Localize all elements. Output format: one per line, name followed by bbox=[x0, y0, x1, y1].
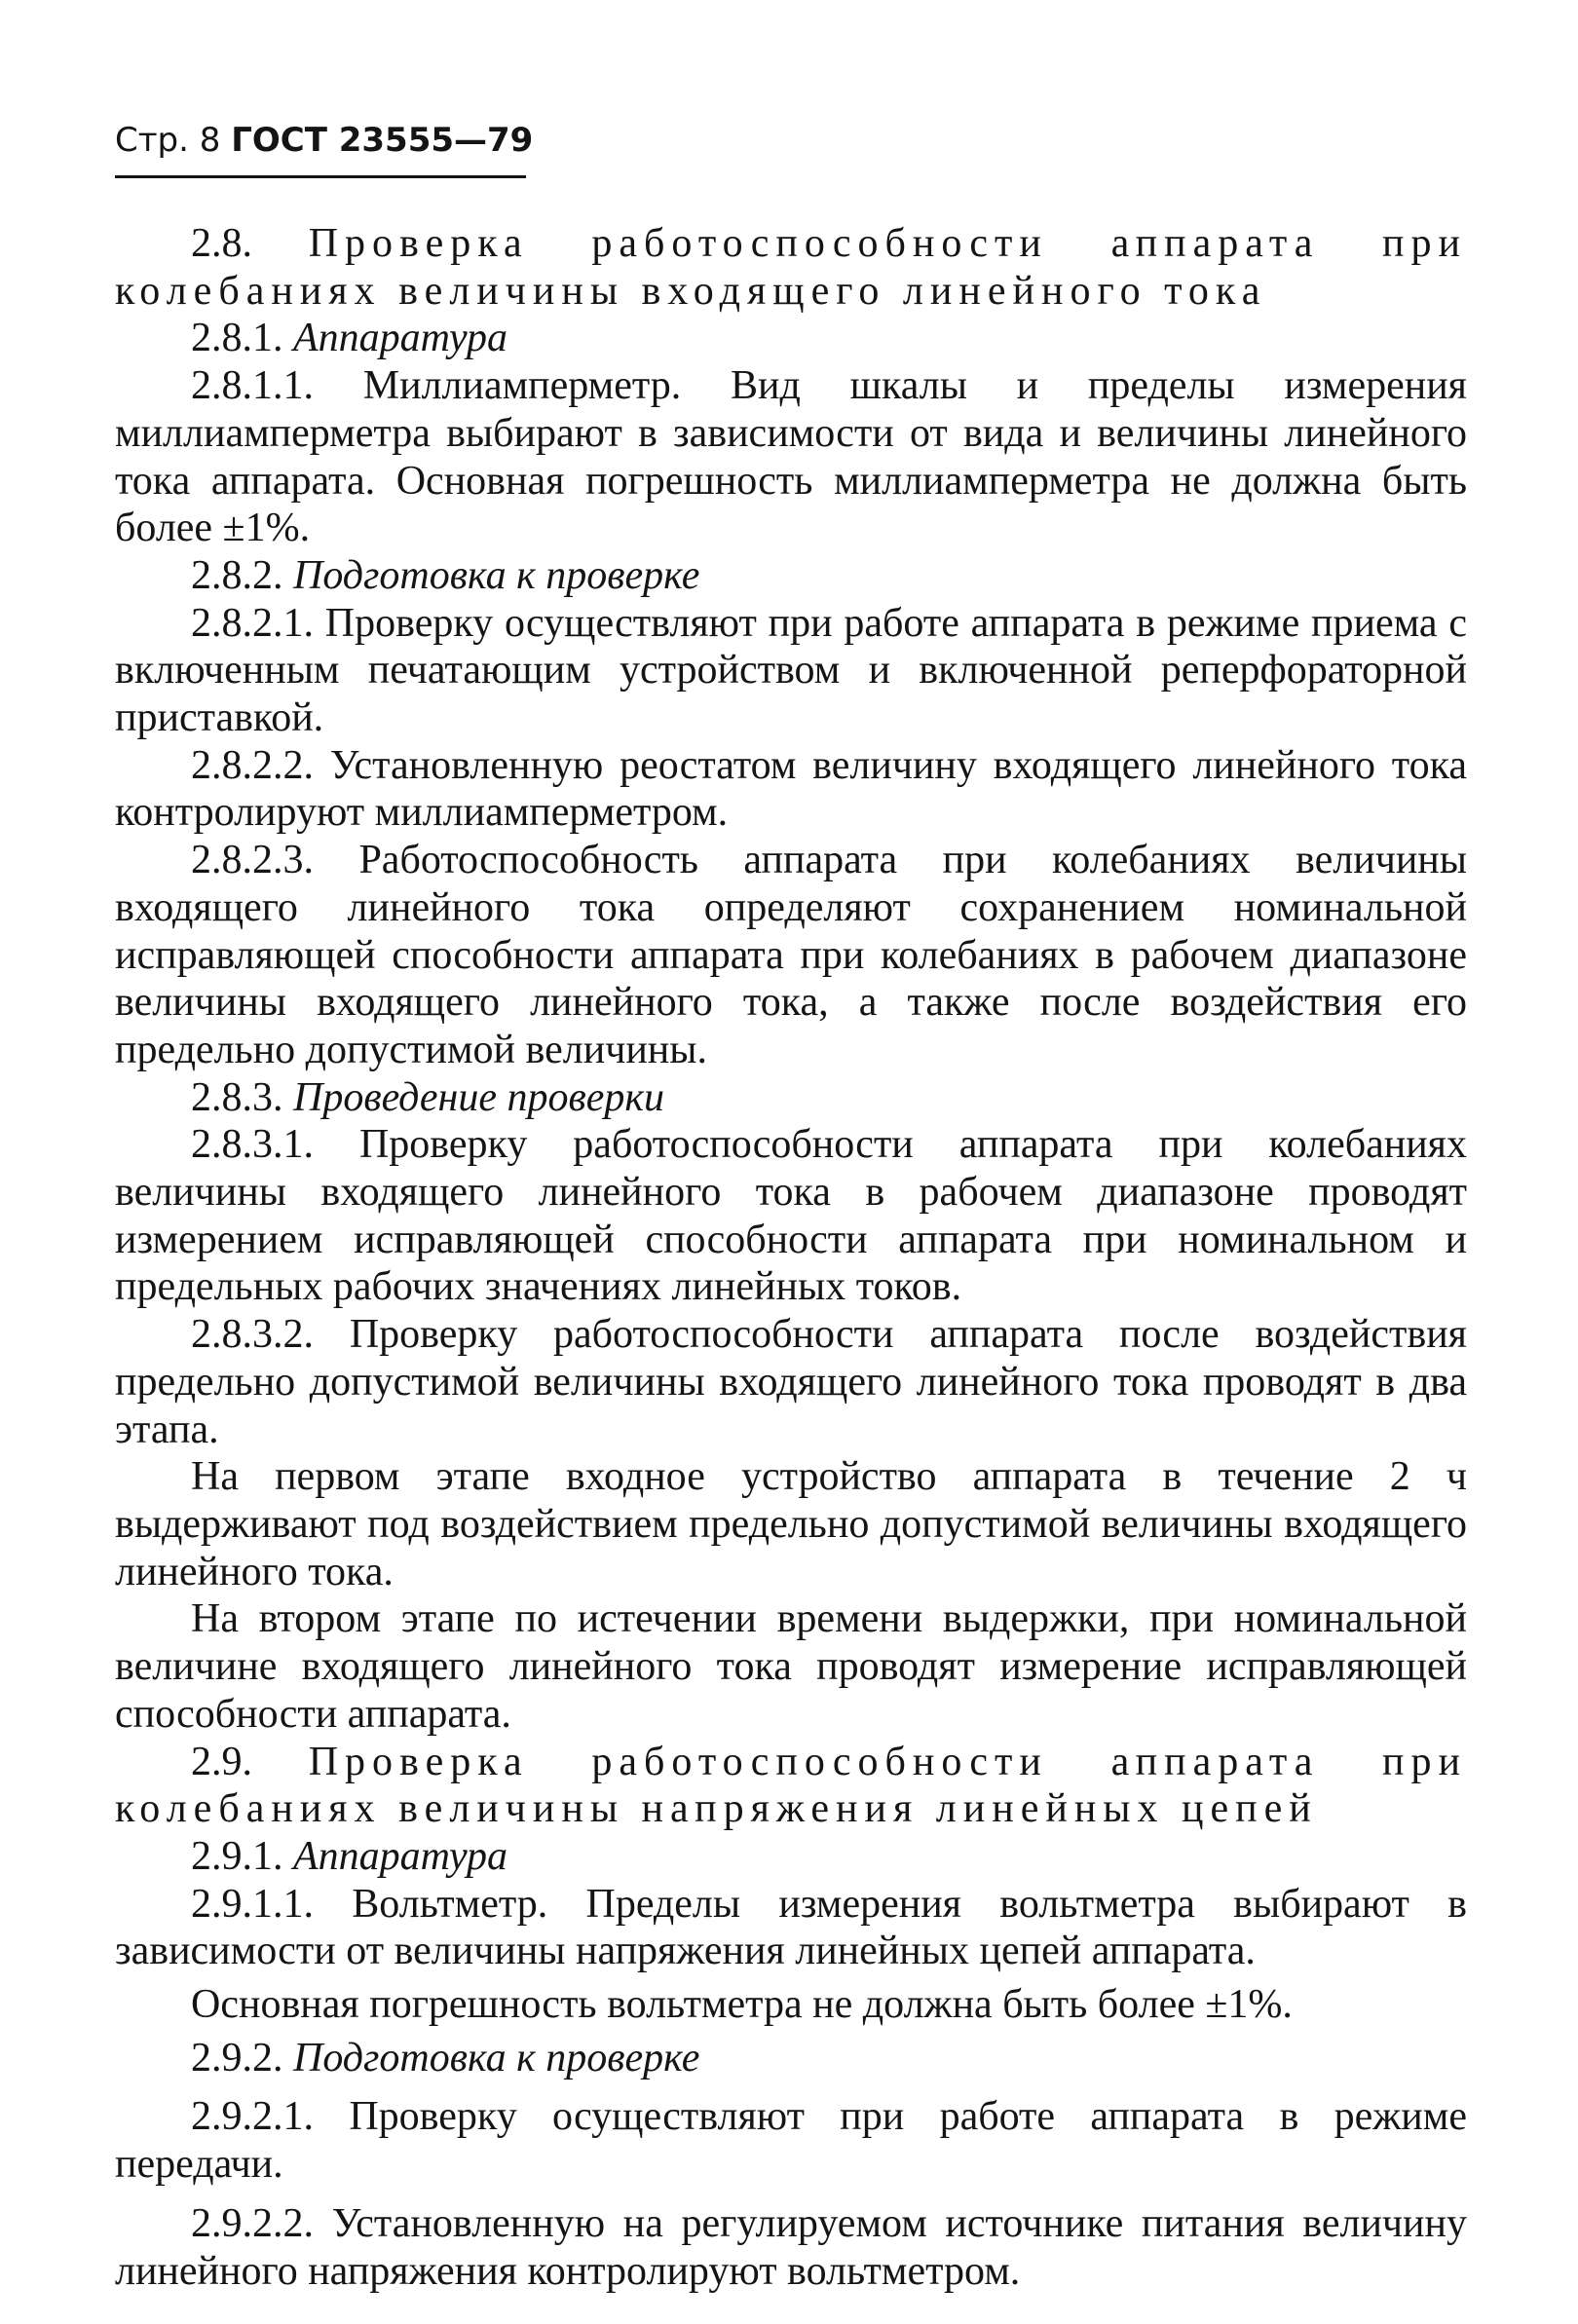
section-2-8-2-heading: 2.8.2. Подготовка к проверке bbox=[191, 552, 700, 598]
section-2-9-heading: 2.9. Проверка работоспособности аппарата при колебаниях величины напряжения линейных цепей bbox=[115, 1739, 1467, 1832]
paragraph-2-8-1-1: 2.8.1.1. Миллиамперметр. Вид шкалы и пределы измерения миллиамперметра выбирают в зависимости от вида и величины линейного тока аппарата. Основная погрешность миллиамперметра не должна быть более ±1%. bbox=[115, 363, 1467, 551]
document-body bbox=[115, 220, 1467, 2295]
paragraph-2-8-2-2: 2.8.2.2. Установленную реостатом величину входящего линейного тока контролируют миллиамперметром. bbox=[115, 742, 1467, 836]
paragraph-2-9-1-1: 2.9.1.1. Вольтметр. Пределы измерения вольтметра выбирают в зависимости от величины напряжения линейных цепей аппарата. bbox=[115, 1881, 1467, 1974]
section-2-8-3-heading: 2.8.3. Проведение проверки bbox=[191, 1074, 665, 1120]
paragraph-2-9-2-2: 2.9.2.2. Установленную на регулируемом источнике питания величину линейного напряжения контролируют вольтметром. bbox=[115, 2200, 1467, 2294]
page-number: Стр. 8 bbox=[115, 121, 221, 160]
paragraph-2-8-2-3: 2.8.2.3. Работоспособность аппарата при колебаниях величины входящего линейного тока определяют сохранением номинальной исправляющей способности аппарата при колебаниях в рабочем диапазоне величины входящего линейного тока, а также после воздействия его предельно допустимой величины. bbox=[115, 838, 1467, 1072]
section-2-9-2-heading: 2.9.2. Подготовка к проверке bbox=[191, 2035, 700, 2080]
page-header bbox=[115, 121, 533, 160]
paragraph-2-9-2-1: 2.9.2.1. Проверку осуществляют при работе аппарата в режиме передачи. bbox=[115, 2094, 1467, 2188]
paragraph-stage-2: На втором этапе по истечении времени выдержки, при номинальной величине входящего линейного тока проводят измерение исправляющей способности аппарата. bbox=[115, 1596, 1467, 1737]
paragraph-2-8-3-2: 2.8.3.2. Проверку работоспособности аппарата после воздействия предельно допустимой величины входящего линейного тока проводят в два этапа. bbox=[115, 1312, 1467, 1452]
paragraph-voltmeter-error: Основная погрешность вольтметра не должна быть более ±1%. bbox=[191, 1982, 1293, 2028]
header-rule bbox=[115, 175, 526, 178]
paragraph-2-8-3-1: 2.8.3.1. Проверку работоспособности аппарата при колебаниях величины входящего линейного тока в рабочем диапазоне проводят измерением исправляющей способности аппарата при номинальном и предельных рабочих значениях линейных токов. bbox=[115, 1122, 1467, 1310]
paragraph-2-8-2-1: 2.8.2.1. Проверку осуществляют при работе аппарата в режиме приема с включенным печатающим устройством и включенной реперфораторной приставкой. bbox=[115, 600, 1467, 741]
section-2-8-heading: 2.8. Проверка работоспособности аппарата при колебаниях величины входящего линейного тока bbox=[115, 221, 1467, 314]
section-2-8-1-heading: 2.8.1. Аппаратура bbox=[191, 316, 508, 361]
standard-number: ГОСТ 23555—79 bbox=[231, 121, 534, 160]
paragraph-stage-1: На первом этапе входное устройство аппарата в течение 2 ч выдерживают под воздействием предельно допустимой величины входящего линейного тока. bbox=[115, 1454, 1467, 1594]
section-2-9-1-heading: 2.9.1. Аппаратура bbox=[191, 1833, 508, 1879]
